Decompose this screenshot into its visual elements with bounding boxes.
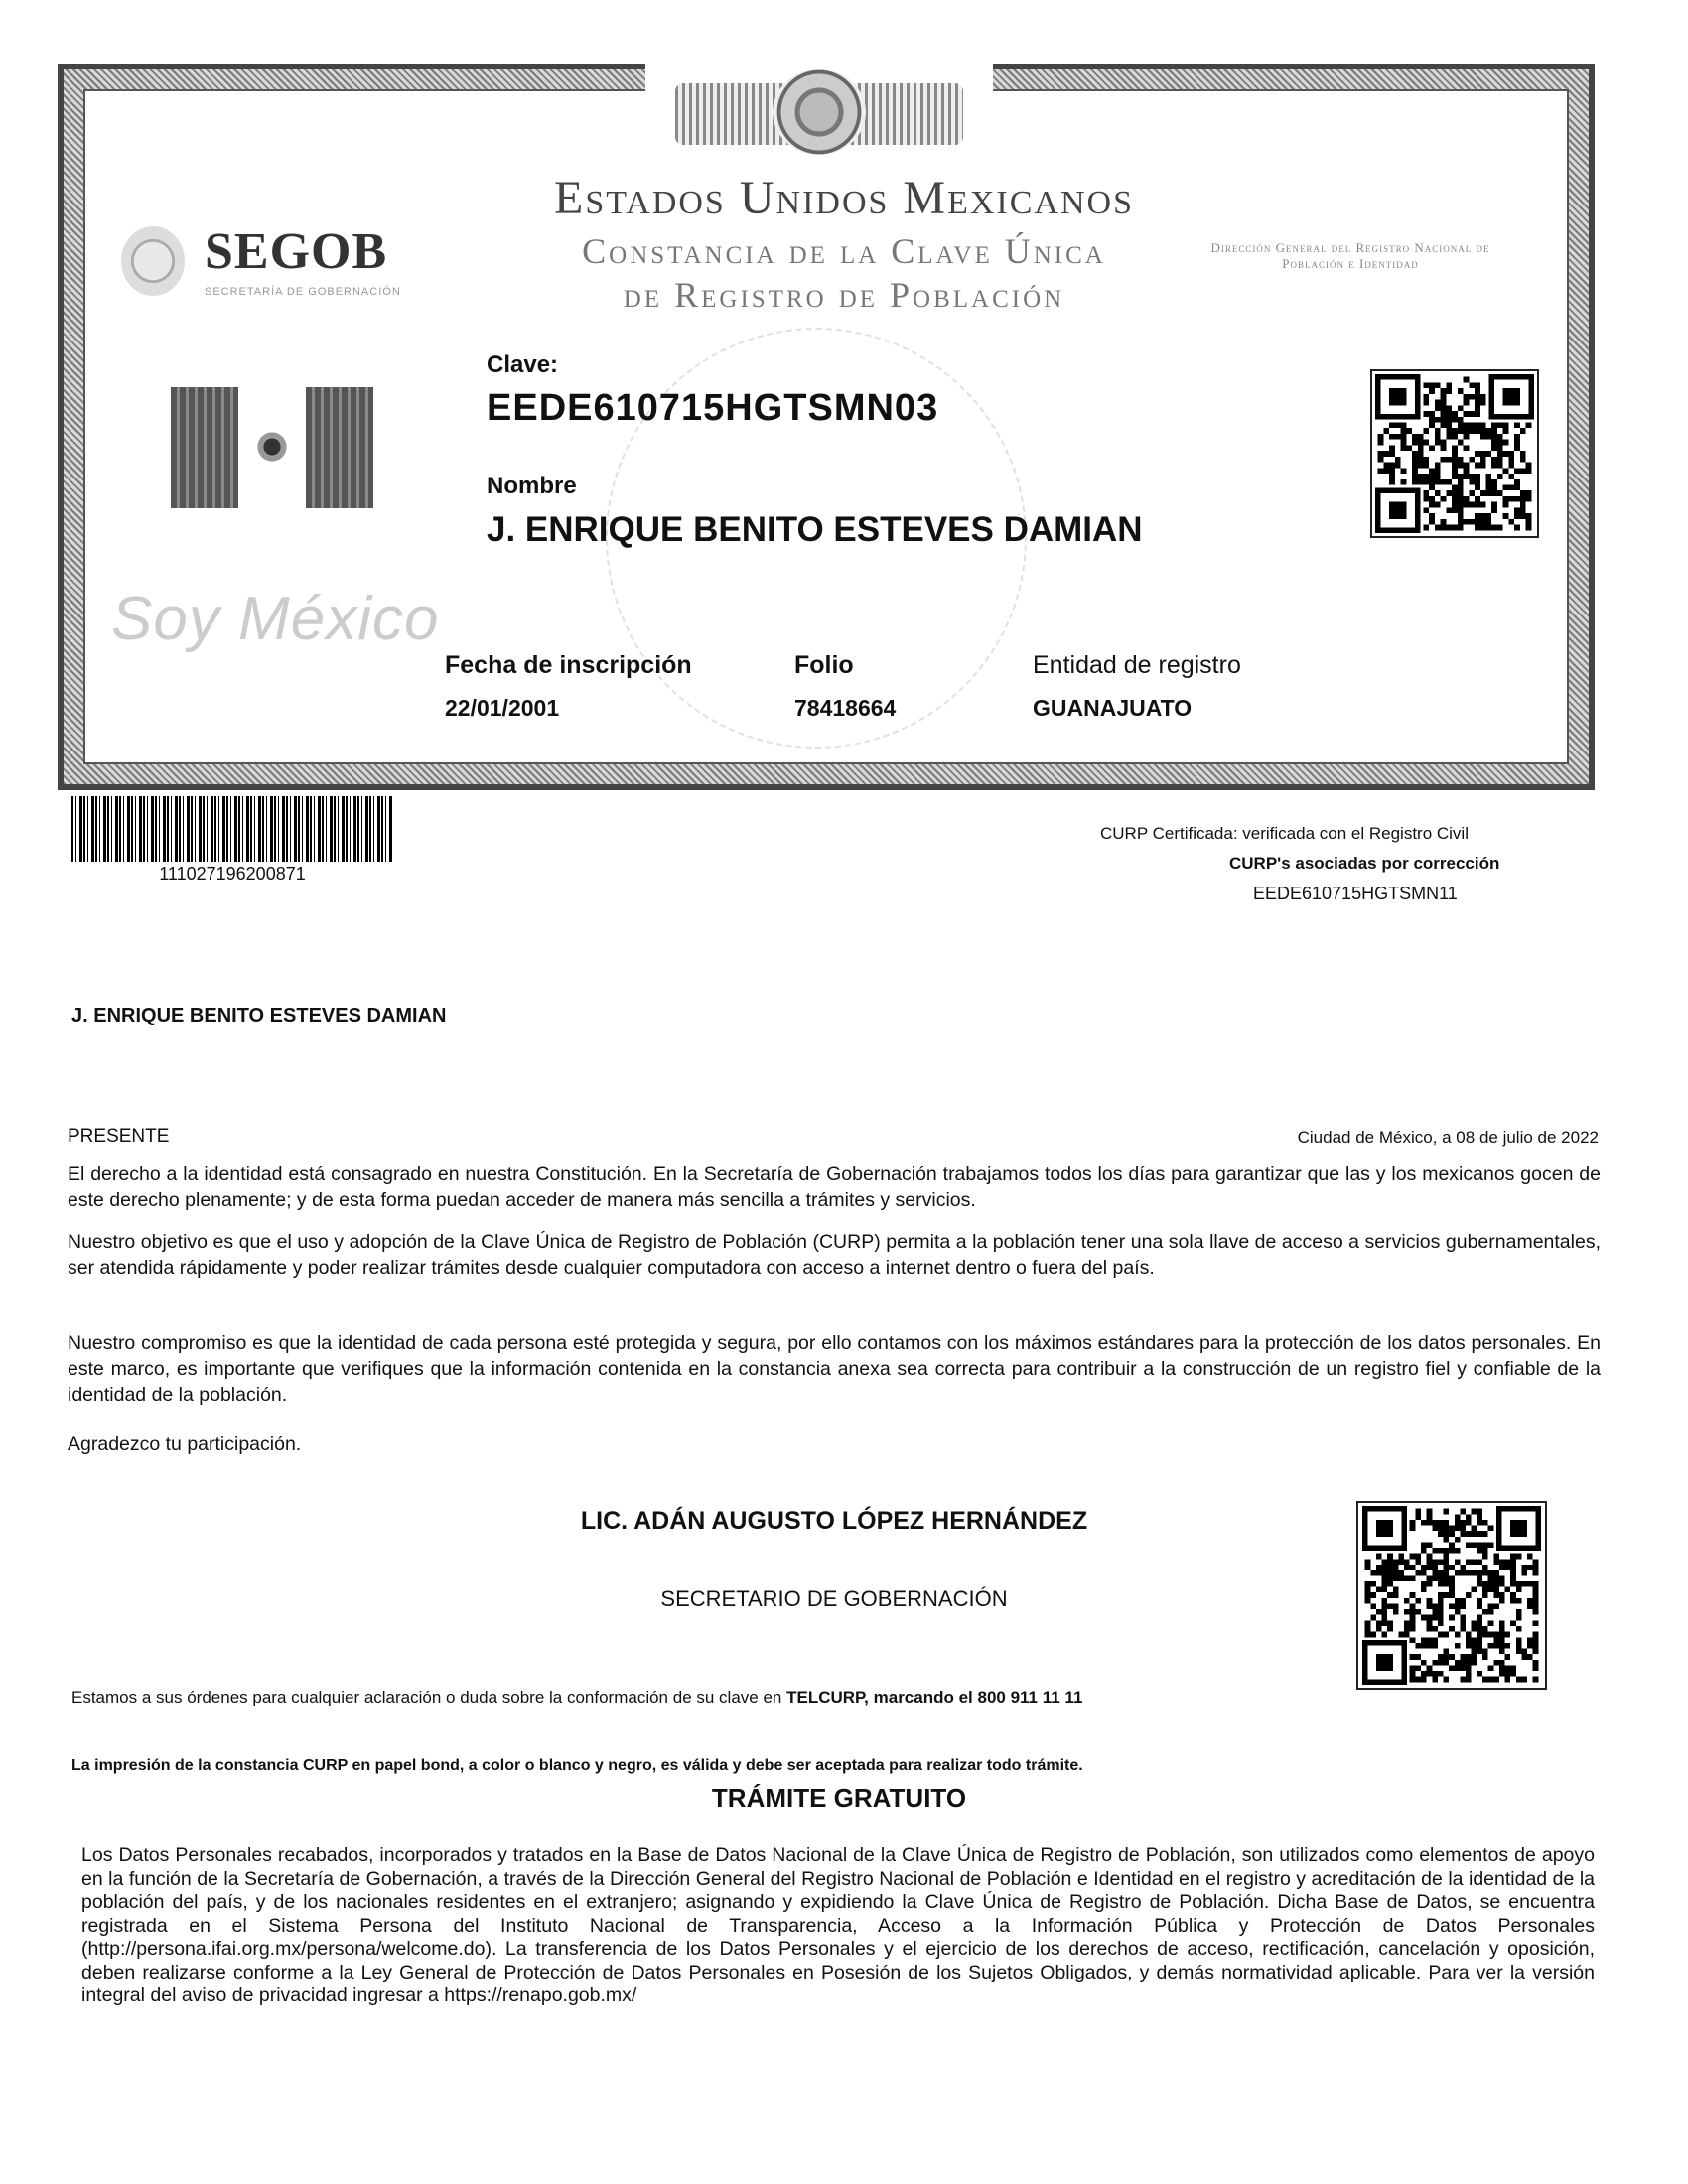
national-seal-icon bbox=[773, 69, 866, 155]
flag-red-band bbox=[306, 387, 373, 508]
flag-green-band bbox=[171, 387, 238, 508]
telcurp-text: Estamos a sus órdenes para cualquier aclaración o duda sobre la conformación de su clave en bbox=[71, 1688, 787, 1706]
clave-label: Clave: bbox=[487, 351, 559, 378]
signatory-name: LIC. ADÁN AUGUSTO LÓPEZ HERNÁNDEZ bbox=[580, 1507, 1088, 1535]
segob-seal-icon bbox=[121, 226, 185, 296]
qr-code-icon bbox=[1370, 369, 1539, 538]
signatory-position: SECRETARIO DE GOBERNACIÓN bbox=[660, 1586, 1008, 1611]
fecha-inscripcion-value: 22/01/2001 bbox=[445, 695, 560, 721]
letter-paragraph: El derecho a la identidad está consagrado en nuestra Constitución. En la Secretaría de Gobernación trabajamos todos los días para garantizar que las y los mexicanos gocen de este derecho plenamente; y de esta forma puedan acceder de manera más sencilla a trámites y servicios. bbox=[68, 1163, 1601, 1211]
letter-paragraph: Nuestro objetivo es que el uso y adopción de la Clave Única de Registro de Población (CURP) permita a la población tener una sola llave de acceso a servicios gubernamentales, ser atendida rápidamente y poder realizar trámites desde cualquier computadora con acceso a internet dentro o fuera del país. bbox=[68, 1231, 1601, 1279]
telcurp-phone: TELCURP, marcando el 800 911 11 11 bbox=[786, 1688, 1083, 1706]
letter-closing: Agradezco tu participación. bbox=[68, 1433, 302, 1455]
place-date: Ciudad de México, a 08 de julio de 2022 bbox=[1297, 1128, 1599, 1147]
fecha-inscripcion-label: Fecha de inscripción bbox=[445, 651, 692, 679]
folio-value: 78418664 bbox=[794, 695, 897, 721]
barcode-icon bbox=[71, 796, 393, 862]
clave-value: EEDE610715HGTSMN03 bbox=[487, 387, 939, 429]
curp-certificada-text: CURP Certificada: verificada con el Registro Civil bbox=[1100, 824, 1469, 843]
privacy-notice: Los Datos Personales recabados, incorporados y tratados en la Base de Datos Nacional de la Clave Única de Registro de Población, son utilizados como elementos de apoyo en la función de la Secretaría de Gobernación, a través de la Dirección General del Registro Nacional de Población e Identidad en el registro y acreditación de la identidad de la población del país, y de los nacionales residentes en el extranjero; asignando y expidiendo la Clave Única de Registro de Población. Dicha Base de Datos, se encuentra registrada en el Sistema Persona del Instituto Nacional de Transparencia, Acceso a la Información Pública y Protección de Datos Personales (http://persona.ifai.org.mx/persona/welcome.do). La transferencia de los Datos Personales y el ejercicio de los derechos de acceso, rectificación, cancelación y oposición, deben realizarse conforme a la Ley General de Protección de Datos Personales en Posesión de los Sujetos Obligados, y demás normatividad aplicable. Para ver la versión integral del aviso de privacidad ingresar a https://renapo.gob.mx/ bbox=[81, 1844, 1595, 2006]
barcode-number: 111027196200871 bbox=[159, 864, 306, 884]
mexico-flag-icon bbox=[171, 387, 373, 508]
qr-code-graphic bbox=[1358, 1503, 1545, 1688]
segob-subtitle: SECRETARÍA DE GOBERNACIÓN bbox=[205, 286, 401, 298]
presente-label: PRESENTE bbox=[68, 1126, 170, 1147]
nombre-value: J. ENRIQUE BENITO ESTEVES DAMIAN bbox=[487, 510, 1143, 549]
tramite-gratuito-heading: TRÁMITE GRATUITO bbox=[711, 1783, 967, 1813]
direccion-general-label: Dirección General del Registro Nacional de Población e Identidad bbox=[1210, 240, 1490, 271]
qr-code-icon bbox=[1356, 1501, 1547, 1690]
title-constancia: Constancia de la Clave Única bbox=[582, 231, 1106, 271]
folio-label: Folio bbox=[794, 651, 854, 679]
flag-eagle-icon bbox=[254, 431, 290, 463]
nombre-label: Nombre bbox=[487, 473, 577, 499]
segob-logo-text: SEGOB bbox=[205, 223, 388, 280]
title-country: Estados Unidos Mexicanos bbox=[554, 172, 1134, 224]
entidad-registro-value: GUANAJUATO bbox=[1033, 695, 1193, 721]
curp-asociada-value: EEDE610715HGTSMN11 bbox=[1253, 884, 1458, 903]
telcurp-notice bbox=[71, 1688, 1082, 1707]
curp-asociadas-label: CURP's asociadas por corrección bbox=[1229, 854, 1500, 873]
letter-paragraph: Nuestro compromiso es que la identidad de cada persona esté protegida y segura, por ello contamos con los máximos estándares para la protección de los datos personales. En este marco, es importante que verifiques que la información contenida en la constancia anexa sea correcta para contribuir a la construcción de un registro fiel y confiable de la identidad de la población. bbox=[68, 1332, 1601, 1406]
impresion-validez-notice: La impresión de la constancia CURP en papel bond, a color o blanco y negro, es válida y debe ser aceptada para realizar todo trámite. bbox=[71, 1757, 1083, 1774]
title-registro: de Registro de Población bbox=[623, 275, 1065, 315]
recipient-name: J. ENRIQUE BENITO ESTEVES DAMIAN bbox=[71, 1005, 447, 1026]
entidad-registro-label: Entidad de registro bbox=[1033, 651, 1241, 679]
flag-white-band bbox=[238, 387, 306, 508]
soy-mexico-watermark: Soy México bbox=[111, 585, 440, 653]
qr-code-graphic bbox=[1372, 371, 1537, 536]
